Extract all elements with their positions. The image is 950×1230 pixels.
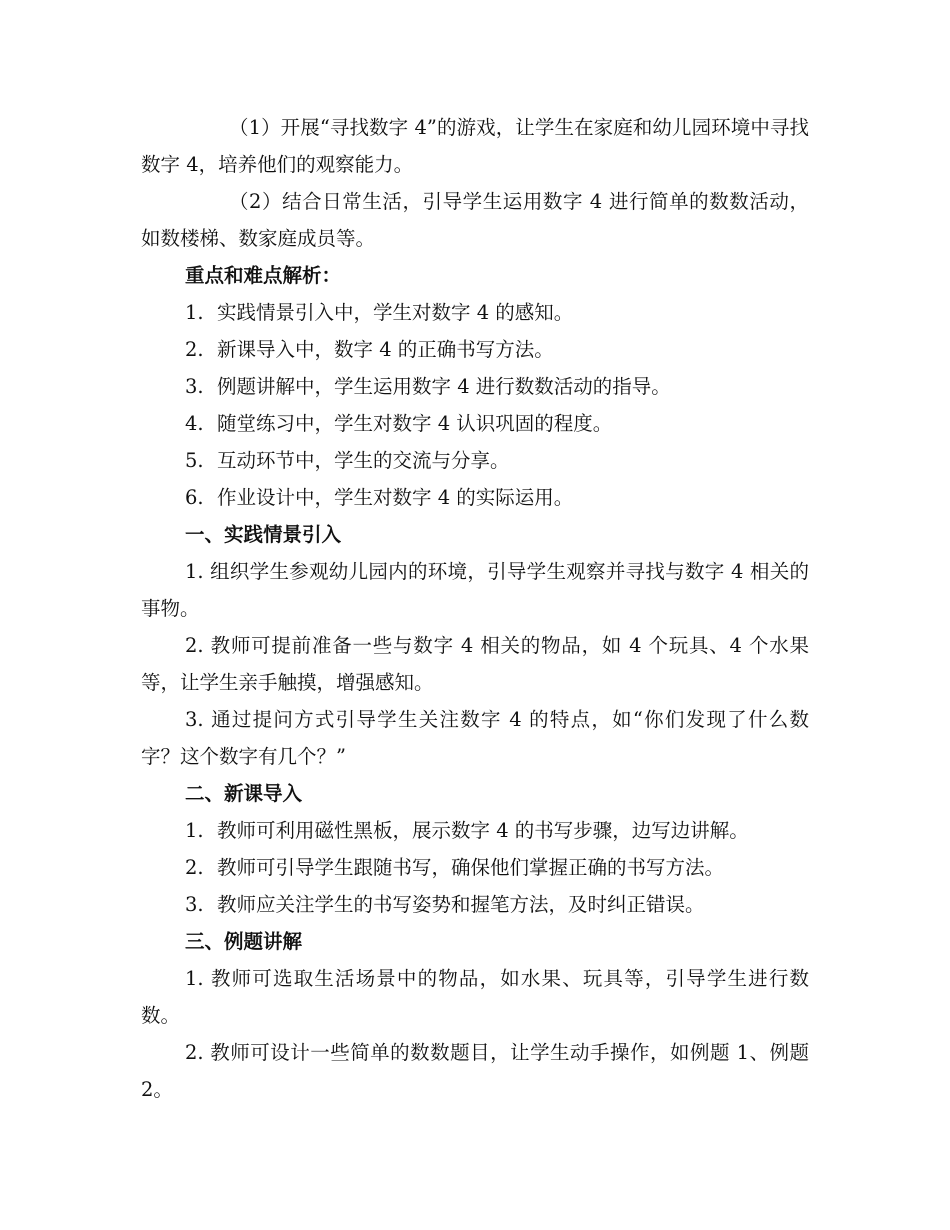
section3-paragraph-1: 1. 教师可选取生活场景中的物品，如水果、玩具等，引导学生进行数数。 bbox=[141, 967, 809, 1027]
item-number: 2. bbox=[185, 338, 204, 361]
section2-item bbox=[185, 849, 724, 886]
item-text: 互动环节中，学生的交流与分享。 bbox=[217, 449, 510, 472]
section2-item bbox=[185, 812, 749, 849]
item-number: 3. bbox=[185, 893, 204, 916]
item-number: 1. bbox=[185, 819, 204, 842]
section3-paragraph-2: 2. 教师可设计一些简单的数数题目，让学生动手操作，如例题 1、例题 2。 bbox=[141, 1041, 809, 1101]
section1-paragraph-1: 1. 组织学生参观幼儿园内的环境，引导学生观察并寻找与数字 4 相关的事物。 bbox=[141, 560, 809, 620]
item-number: 1. bbox=[185, 301, 204, 324]
key-point-item bbox=[185, 331, 554, 368]
section-heading-3: 三、例题讲解 bbox=[185, 930, 303, 953]
item-number: 4. bbox=[185, 412, 204, 435]
item-number: 6. bbox=[185, 486, 204, 509]
key-point-item bbox=[185, 405, 612, 442]
activity-paragraph-1: （1）开展“寻找数字 4”的游戏，让学生在家庭和幼儿园环境中寻找数字 4，培养他们的观察能力。 bbox=[141, 116, 809, 176]
section1-paragraph-3: 3. 通过提问方式引导学生关注数字 4 的特点，如“你们发现了什么数字？这个数字有几个？” bbox=[141, 708, 809, 768]
key-points-heading: 重点和难点解析： bbox=[185, 264, 342, 287]
section2-item bbox=[185, 886, 705, 923]
item-text: 随堂练习中，学生对数字 4 认识巩固的程度。 bbox=[217, 412, 613, 435]
section-heading-1: 一、实践情景引入 bbox=[185, 523, 342, 546]
item-text: 教师应关注学生的书写姿势和握笔方法，及时纠正错误。 bbox=[217, 893, 705, 916]
item-number: 5. bbox=[185, 449, 204, 472]
activity-paragraph-2: （2）结合日常生活，引导学生运用数字 4 进行简单的数数活动，如数楼梯、数家庭成员等。 bbox=[141, 190, 809, 250]
item-text: 教师可利用磁性黑板，展示数字 4 的书写步骤，边写边讲解。 bbox=[217, 819, 749, 842]
key-point-item bbox=[185, 294, 573, 331]
item-text: 新课导入中，数字 4 的正确书写方法。 bbox=[217, 338, 554, 361]
item-text: 教师可引导学生跟随书写，确保他们掌握正确的书写方法。 bbox=[217, 856, 725, 879]
item-number: 2. bbox=[185, 856, 204, 879]
item-number: 3. bbox=[185, 375, 204, 398]
section-heading-2: 二、新课导入 bbox=[185, 782, 303, 805]
key-point-item bbox=[185, 368, 671, 405]
item-text: 实践情景引入中，学生对数字 4 的感知。 bbox=[217, 301, 574, 324]
item-text: 例题讲解中，学生运用数字 4 进行数数活动的指导。 bbox=[217, 375, 671, 398]
key-point-item bbox=[185, 479, 573, 516]
item-text: 作业设计中，学生对数字 4 的实际运用。 bbox=[217, 486, 574, 509]
section1-paragraph-2: 2. 教师可提前准备一些与数字 4 相关的物品，如 4 个玩具、4 个水果等，让学生亲手触摸，增强感知。 bbox=[141, 634, 809, 694]
key-point-item bbox=[185, 442, 510, 479]
